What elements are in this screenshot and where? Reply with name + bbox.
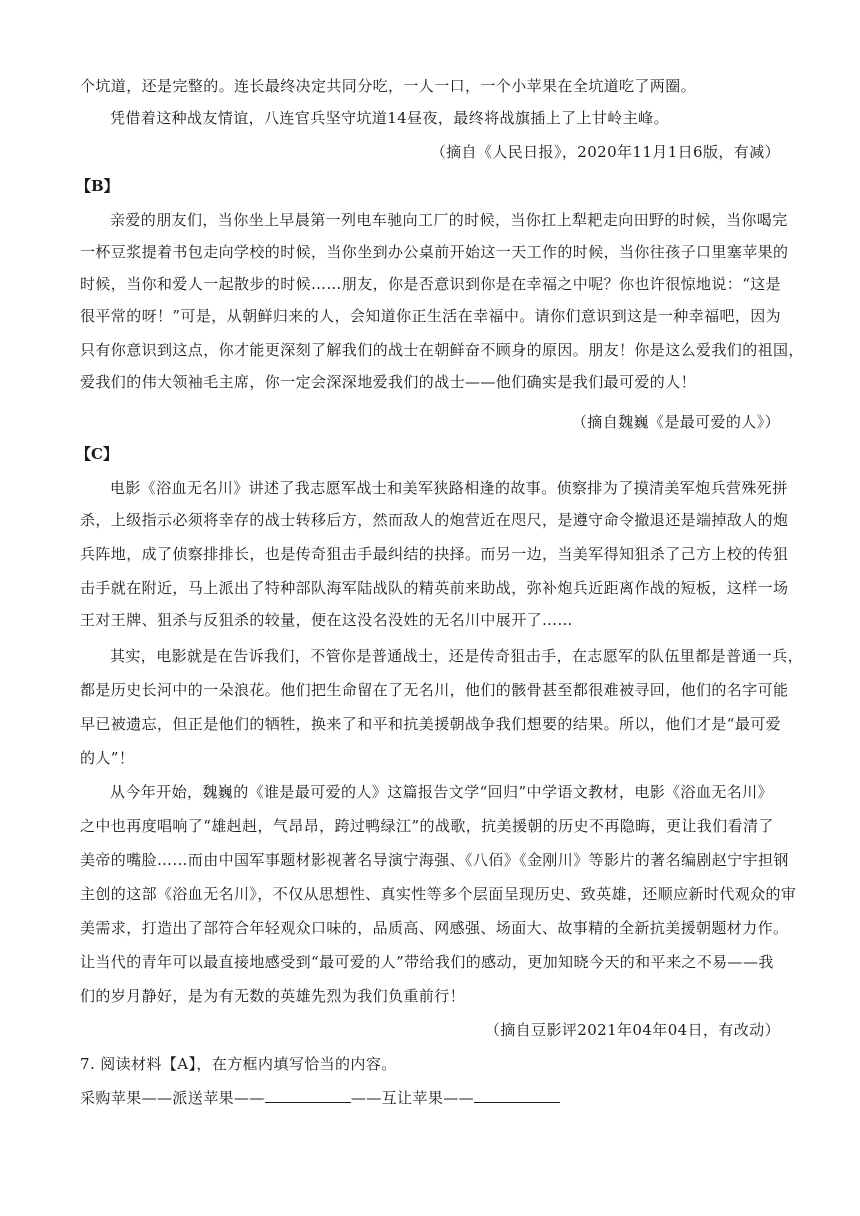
section-a-line-2: 凭借着这种战友情谊，八连官兵坚守坑道14昼夜，最终将战旗插上了上甘岭主峰。 bbox=[110, 109, 669, 127]
section-c-p3-line-5: 美需求，打造出了部符合年轻观众口味的，品质高、网感强、场面大、故事精的全新抗美援朝题材力作。 bbox=[80, 919, 789, 937]
section-c-p3-line-4: 主创的这部《浴血无名川》，不仅从思想性、真实性等多个层面呈现历史、致英雄，还顺应新时代观众的审 bbox=[80, 885, 797, 903]
section-c-p1-line-4: 击手就在附近，马上派出了特种部队海军陆战队的精英前来助战，弥补炮兵近距离作战的短板，这样一场 bbox=[80, 579, 789, 597]
section-c-p1-line-1: 电影《浴血无名川》讲述了我志愿军战士和美军狭路相逢的故事。侦察排为了摸清美军炮兵营殊死拼 bbox=[110, 479, 788, 497]
section-c-p1-line-2: 杀，上级指示必须将幸存的战士转移后方，然而敌人的炮营近在咫尺，是遵守命令撤退还是端掉敌人的炮 bbox=[80, 511, 789, 529]
answer-blank-1[interactable] bbox=[265, 1088, 351, 1103]
section-c-p3-line-6: 让当代的青年可以最直接地感受到“最可爱的人”带给我们的感动，更加知晓今天的和平来之不易——我 bbox=[80, 953, 774, 971]
chain-start-text: 采购苹果——派送苹果—— bbox=[80, 1089, 265, 1107]
answer-blank-2[interactable] bbox=[474, 1088, 560, 1103]
section-c-source: （摘自豆影评2021年04年04日，有改动） bbox=[484, 1021, 780, 1039]
section-b-line-5: 只有你意识到这点，你才能更深刻了解我们的战士在朝鲜奋不顾身的原因。朋友！你是这么爱我们的祖国， bbox=[80, 341, 804, 359]
chain-mid-text: ——互让苹果—— bbox=[350, 1089, 475, 1107]
section-c-label: 【C】 bbox=[76, 445, 118, 463]
section-b-line-4: 很平常的呀！”可是，从朝鲜归来的人，会知道你正生活在幸福中。请你们意识到这是一种幸福吧，因为 bbox=[80, 307, 782, 325]
section-c-p3-line-1: 从今年开始，魏巍的《谁是最可爱的人》这篇报告文学“回归”中学语文教材，电影《浴血无名川》 bbox=[110, 783, 773, 801]
section-c-p1-line-3: 兵阵地，成了侦察排排长，也是传奇狙击手最纠结的抉择。而另一边，当美军得知狙杀了己方上校的传狙 bbox=[80, 545, 789, 563]
section-b-line-1: 亲爱的朋友们，当你坐上早晨第一列电车驰向工厂的时候，当你扛上犁耙走向田野的时候，当你喝完 bbox=[110, 211, 788, 229]
section-c-p2-line-1: 其实，电影就是在告诉我们，不管你是普通战士，还是传奇狙击手，在志愿军的队伍里都是普通一兵， bbox=[110, 647, 804, 665]
section-a-line-1: 个坑道，还是完整的。连长最终决定共同分吃，一人一口，一个小苹果在全坑道吃了两圈。 bbox=[80, 77, 697, 95]
question-chain bbox=[80, 1088, 780, 1108]
section-b-line-3: 时候，当你和爱人一起散步的时候……朋友，你是否意识到你是在幸福之中呢？你也许很惊地说：“这是 bbox=[80, 275, 782, 293]
section-b-line-6: 爱我们的伟大领袖毛主席，你一定会深深地爱我们的战士——他们确实是我们最可爱的人！ bbox=[80, 373, 697, 391]
section-b-source: （摘自魏巍《是最可爱的人》） bbox=[571, 413, 780, 431]
section-c-p1-line-5: 王对王牌、狙杀与反狙杀的较量，便在这没名没姓的无名川中展开了…… bbox=[80, 611, 573, 629]
section-c-p3-line-2: 之中也再度唱响了“雄赳赳，气昂昂，跨过鸭绿江”的战歌，抗美援朝的历史不再隐晦，更让我们看清了 bbox=[80, 817, 774, 835]
section-c-p3-line-7: 们的岁月静好，是为有无数的英雄先烈为我们负重前行！ bbox=[80, 987, 466, 1005]
section-a-source: （摘自《人民日报》，2020年11月1日6版，有减） bbox=[430, 143, 780, 161]
section-b-label: 【B】 bbox=[76, 177, 119, 195]
section-c-p2-line-4: 的人”！ bbox=[80, 749, 135, 767]
section-b-line-2: 一杯豆浆提着书包走向学校的时候，当你坐到办公桌前开始这一天工作的时候，当你往孩子口里塞苹果的 bbox=[80, 243, 789, 261]
question-prompt: 7. 阅读材料【A】，在方框内填写恰当的内容。 bbox=[80, 1055, 397, 1073]
section-c-p2-line-2: 都是历史长河中的一朵浪花。他们把生命留在了无名川，他们的骸骨甚至都很难被寻回，他们的名字可能 bbox=[80, 681, 789, 699]
section-c-p3-line-3: 美帝的嘴脸……而由中国军事题材影视著名导演宁海强、《八佰》《金刚川》等影片的著名编剧赵宁宇担钢 bbox=[80, 851, 789, 869]
section-c-p2-line-3: 早已被遗忘，但正是他们的牺牲，换来了和平和抗美援朝战争我们想要的结果。所以，他们才是“最可爱 bbox=[80, 715, 782, 733]
